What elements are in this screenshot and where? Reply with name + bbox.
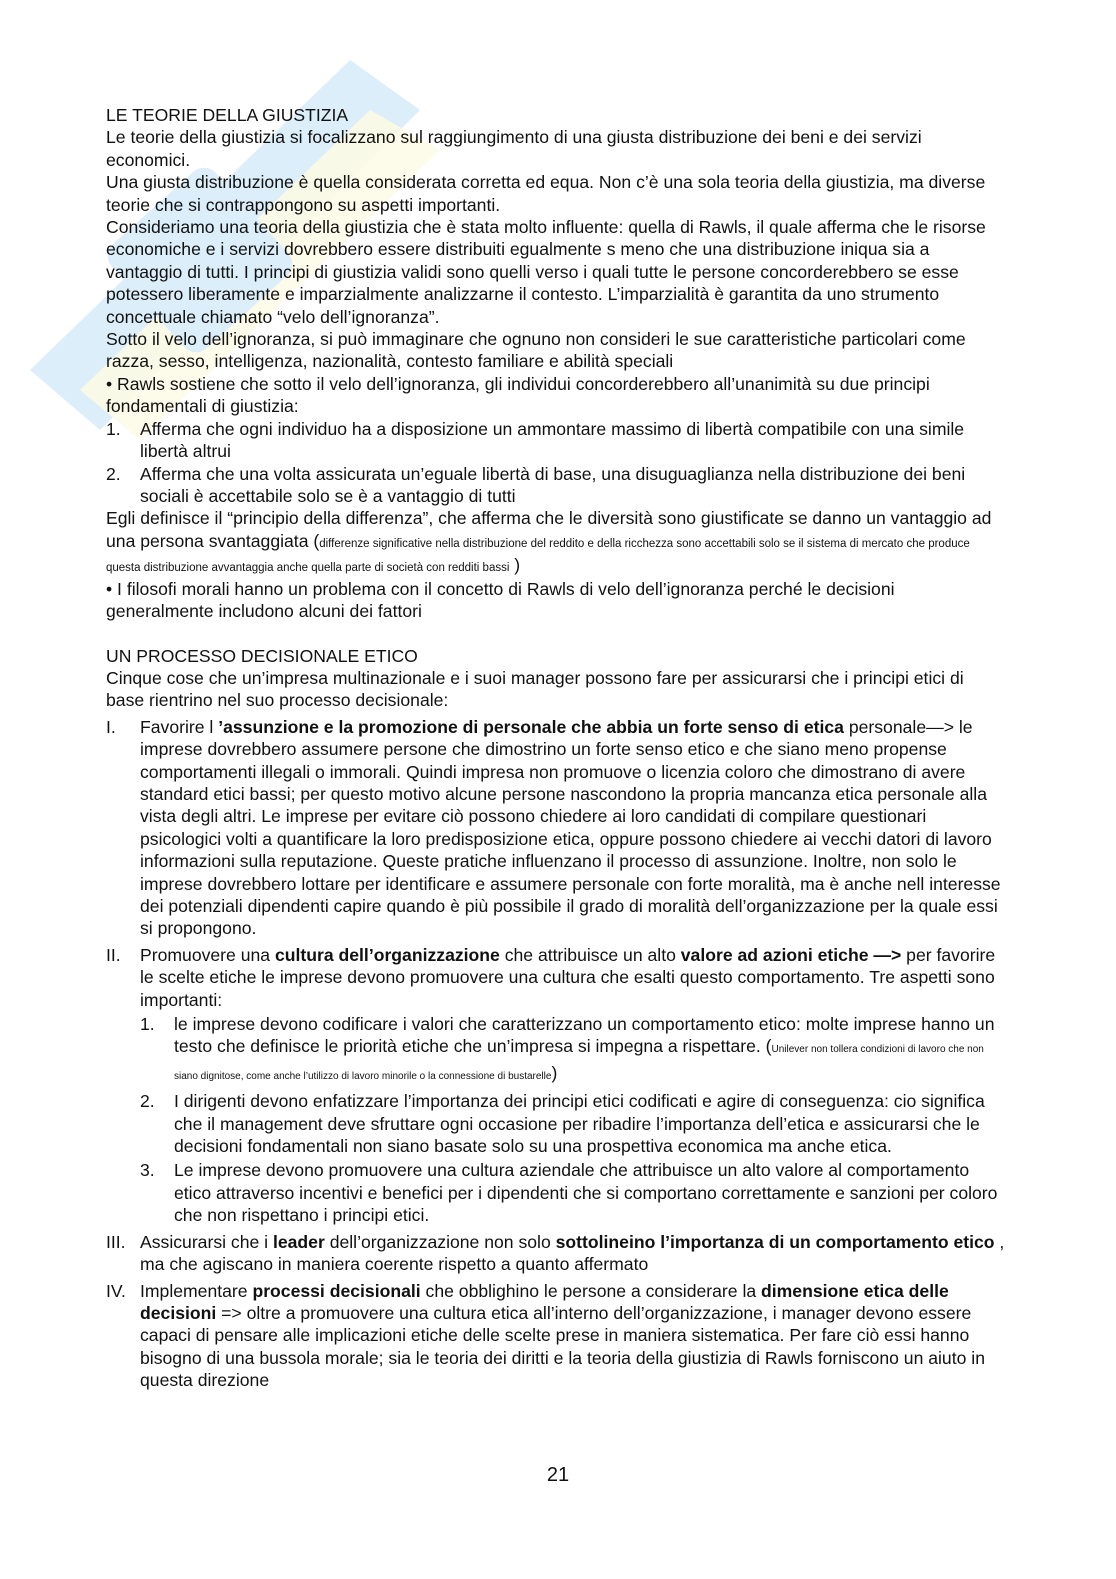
text: ) — [509, 554, 521, 575]
list-text: Afferma che una volta assicurata un’eguale libertà di base, una disuguaglianza nella distribuzione dei beni sociali è accettabile solo se è a vantaggio di tutti — [140, 463, 966, 506]
document-page — [106, 104, 1006, 1392]
paragraph: Sotto il velo dell’ignoranza, si può immaginare che ognuno non consideri le sue caratteristiche particolari come razza, sesso, intelligenza, nazionalità, contesto familiare e abilità speciali — [106, 329, 966, 372]
section-title-processo: UN PROCESSO DECISIONALE ETICO — [106, 645, 418, 666]
page-number: 21 — [546, 1464, 570, 1486]
list-text: I dirigenti devono enfatizzare l’importanza dei principi etici codificati e agire di conseguenza: cio significa che il management deve sfruttare ogni occasione per ribadire l’importanza dell’etica e assicurarsi che le decisioni fondamentali non siano basate solo su una prospettiva economica ma anche etica. — [174, 1091, 985, 1157]
sub-list-item — [140, 1013, 1006, 1088]
text: che obblighino le persone a considerare la — [420, 1280, 762, 1301]
bold-text: dimensione etica delle decisioni — [140, 1280, 949, 1323]
text: Promuovere una — [140, 944, 275, 965]
bullet-paragraph: • Rawls sostiene che sotto il velo dell’ignoranza, gli individui concorderebbero all’unanimità su due principi fondamentali di giustizia: — [106, 373, 930, 417]
list-item — [106, 418, 1006, 463]
text: che attribuisce un alto — [499, 944, 681, 965]
text: personale—> le imprese dovrebbero assumere persone che dimostrino un forte senso etico e che siano meno propense comportamenti illegali o immorali. Quindi impresa non promuove o licenzia coloro che dimostrano di avere standard etici bassi; per questo motivo alcune persone nascondono la propria mancanza etica personale alla vista degli altri. Le imprese per evitare ciò possono chiedere ai loro candidati di compilare questionari psicologici volti a quantificare la loro predisposizione etica, oppure possono chiedere ai vecchi datori di lavoro informazioni sulla reputazione. Queste pratiche influenzano il processo di assunzione. Inoltre, non solo le imprese dovrebbero lottare per identificare e assumere personale con forte moralità, ma è anche nell interesse dei potenziali dipendenti capire quando è più possibile il grado di moralità dell’organizzazione per la quale essi si propongono. — [140, 716, 1001, 939]
text: => oltre a promuovere una cultura etica all’interno dell’organizzazione, i manager devono essere capaci di pensare alle implicazioni etiche delle scelte prese in maniera sistematica. Per fare ciò essi hanno bisogno di una bussola morale; sia le teoria dei diritti e la teoria della giustizia di Rawls forniscono un aiuto in questa direzione — [140, 1302, 985, 1391]
list-item — [106, 1280, 1006, 1392]
paragraph: Cinque cose che un’impresa multinazionale e i suoi manager possono fare per assicurarsi che i principi etici di base rientrino nel suo processo decisionale: — [106, 667, 964, 711]
list-number: 1. — [140, 1014, 155, 1035]
bold-text: processi decisionali — [252, 1280, 421, 1301]
paragraph: Le teorie della giustizia si focalizzano sul raggiungimento di una giusta distribuzione dei beni e dei servizi economici. — [106, 127, 922, 170]
bold-text: leader — [272, 1231, 325, 1252]
text: le imprese devono codificare i valori che caratterizzano un comportamento etico: molte imprese hanno un testo che definisce le priorità etiche che un’impresa si impegna a rispettare. ( — [174, 1014, 995, 1057]
text: dell’organizzazione non solo — [324, 1231, 556, 1252]
list-text — [140, 1280, 1006, 1392]
list-item — [106, 463, 1006, 508]
list-number: 2. — [140, 1091, 155, 1112]
text: , ma che agiscano in maniera coerente rispetto a quanto affermato — [140, 1231, 1005, 1275]
text: Implementare — [140, 1280, 253, 1301]
list-text — [174, 1013, 1006, 1088]
list-item — [106, 716, 1006, 940]
list-text — [140, 1231, 1006, 1276]
list-number: IV. — [106, 1280, 126, 1301]
sub-list-item — [140, 1159, 1006, 1226]
list-number: 3. — [140, 1160, 155, 1181]
list-text — [140, 944, 1006, 1227]
list-item — [106, 1231, 1006, 1276]
list-text — [140, 716, 1006, 940]
text: Egli definisce il “principio della differenza”, che afferma che le diversità sono giustificate se danno un vantaggio ad una persona svantaggiata ( — [106, 508, 992, 551]
list-number: II. — [106, 944, 121, 965]
list-number: III. — [106, 1231, 126, 1252]
bold-text: ’assunzione e la promozione di personale che abbia un forte senso di etica — [218, 716, 844, 737]
list-text: Afferma che ogni individuo ha a disposizione un ammontare massimo di libertà compatibile con una simile libertà altrui — [140, 418, 965, 462]
bold-text: sottolineino l’importanza di un comportamento etico — [555, 1231, 995, 1252]
text: per favorire le scelte etiche le imprese devono promuovere una cultura che esalti questo comportamento. Tre aspetti sono importanti: — [140, 944, 996, 1010]
text: Assicurarsi che i — [140, 1231, 273, 1252]
list-number: 2. — [106, 463, 121, 484]
list-item — [106, 944, 1006, 1227]
footnote-text: differenze significative nella distribuzione del reddito e della ricchezza sono accettabili solo se il sistema di mercato che produce questa distribuzione avvantaggia anche quella parte di società con redditi bassi — [106, 537, 970, 574]
paragraph-differenza — [106, 507, 1006, 577]
bold-text: cultura dell’organizzazione — [274, 944, 500, 965]
list-number: I. — [106, 716, 116, 737]
list-text: Le imprese devono promuovere una cultura aziendale che attribuisce un alto valore al comportamento etico attraverso incentivi e benefici per i dipendenti che si comportano correttamente e sanzioni per coloro che non rispettano i principi etici. — [174, 1160, 998, 1226]
paragraph: Una giusta distribuzione è quella considerata corretta ed equa. Non c’è una sola teoria della giustizia, ma diverse teorie che si contrappongono su aspetti importanti. — [106, 172, 986, 215]
bullet-paragraph: • I filosofi morali hanno un problema con il concetto di Rawls di velo dell’ignoranza perché le decisioni generalmente includono alcuni dei fattori — [106, 578, 895, 622]
paragraph: Consideriamo una teoria della giustizia che è stata molto influente: quella di Rawls, il quale afferma che le risorse economiche e i servizi dovrebbero essere distribuiti egualmente s meno che una distribuzione iniqua sia a vantaggio di tutti. I principi di giustizia validi sono quelli verso i quali tutte le persone concorderebbero se esse potessero liberamente e imparzialmente analizzarne il contesto. L’imparzialità è garantita da uno strumento concettuale chiamato “velo dell’ignoranza”. — [106, 217, 986, 327]
text: ) — [551, 1062, 558, 1083]
sub-list-item — [140, 1090, 1006, 1157]
list-number: 1. — [106, 418, 121, 439]
footnote-text: Unilever non tollera condizioni di lavoro che non siano dignitose, come anche l’utilizzo di lavoro minorile o la connessione di bustarelle — [174, 1044, 984, 1082]
text: Favorire l — [140, 716, 219, 737]
section-title-teorie: LE TEORIE DELLA GIUSTIZIA — [106, 105, 349, 125]
bold-text: valore ad azioni etiche —> — [680, 944, 902, 965]
